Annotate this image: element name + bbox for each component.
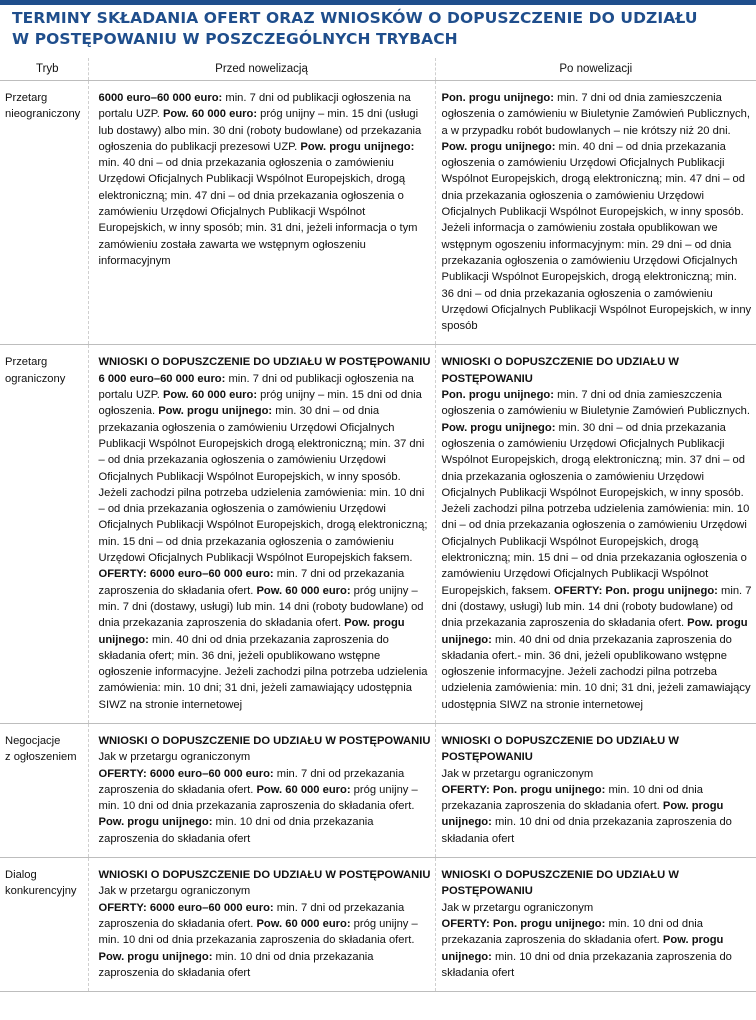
bold-label: Pow. 60 000 euro:	[256, 783, 351, 796]
cell-body	[442, 387, 753, 713]
cell-body	[442, 900, 753, 981]
tryb-line: Przetarg	[5, 356, 48, 369]
bold-label: Pow. 60 000 euro:	[162, 108, 258, 121]
po-cell	[435, 81, 756, 345]
tryb-cell	[0, 723, 88, 857]
text-segment: Jak w przetargu ograniczonym	[441, 767, 594, 780]
header-przed-nowelizacja: Przed nowelizacją	[88, 58, 435, 81]
text-segment: min. 7 dni od przekazania zaproszenia do składania ofert.	[98, 901, 405, 930]
bold-label: Pow. progu unijnego:	[441, 421, 556, 434]
bold-label: Pow. progu unijnego:	[441, 800, 724, 829]
header-po-nowelizacji: Po nowelizacji	[435, 58, 756, 81]
text-segment: próg unijny – min. 10 dni od dnia przekazania zaproszenia do składania ofert.	[98, 783, 418, 813]
bold-label: Pon. progu unijnego:	[441, 92, 554, 104]
deadlines-table	[0, 58, 756, 992]
cell-body	[99, 371, 431, 713]
text-segment: min. 40 dni – od dnia przekazania ogłoszenia o zamówieniu Urzędowi Oficjalnych Publikacji Wspólnot Europejskich, drogą elektroniczną; min. 47 dni – od dnia przekazania ogłoszenia o zamówieniu Urzędowi Oficjalnych Publikacji Wspólnot Europejskich, w inny sposób. Jeżeli informacja o zamówieniu została opublikowan we wstępnym ogoszeniu informacyjnym: min. 29 dni – od dnia przekazania ogłoszenia o zamówieniu Urzędowi Oficjalnych Publikacji Wspólnot Europejskich, drogą elektroniczną; min. 36 dni – od dnia przekazania ogłoszenia o zamówieniu Urzędowi Oficjalnych Publikacji Wspólnot Europejskich, w inny sposób	[441, 140, 752, 333]
bold-label: Pow. progu unijnego:	[158, 405, 273, 418]
tryb-cell	[0, 345, 88, 724]
title-line-2: W POSTĘPOWANIU W POSZCZEGÓLNYCH TRYBACH	[12, 30, 458, 48]
text-segment: min. 10 dni od dnia przekazania zaproszenia do składania ofert.	[441, 917, 704, 947]
text-segment: Jak w przetargu ograniczonym	[98, 751, 251, 764]
bold-label: OFERTY: 6000 euro–60 000 euro:	[98, 767, 274, 780]
text-segment: min. 10 dni od dnia przekazania zaproszenia do składania ofert.	[441, 783, 704, 813]
bold-label: Pow. 60 000 euro:	[256, 917, 351, 930]
bold-label: Pow. progu unijnego:	[441, 617, 748, 646]
title-line-1: TERMINY SKŁADANIA OFERT ORAZ WNIOSKÓW O DOPUSZCZENIE DO UDZIAŁU	[12, 9, 698, 27]
page-title	[0, 5, 756, 50]
text-segment: min. 7 dni od dnia zamieszczenia ogłoszenia o zamówieniu w Biuletynie Zamówień Publicznych.	[441, 389, 750, 418]
cell-body	[442, 766, 753, 847]
text-segment: min. 30 dni – od dnia przekazania ogłoszenia o zamówieniu Urzędowi Oficjalnych Publikacji Wspólnot Europejskich, drogą elektroniczną; min. 37 dni – od dnia przekazania ogłoszenia o zamówieniu Urzędowi Oficjalnych Publikacji Wspólnot Europejskich, w inny sposób. Jeżeli zachodzi pilna potrzeba udzielenia zamówienia: min. 10 dni – od dnia przekazania ogłoszenia o zamówieniu Urzędowi Oficjalnych Publikacji Wspólnot Europejskich, drogą elektroniczną; min. 15 dni – od dnia przekazania ogłoszenia o zamówieniu Urzędowi Oficjalnych Publikacji Wspólnot Europejskich, faksem.	[441, 421, 750, 597]
text-segment: min. 7 dni od dnia zamieszczenia ogłoszenia o zamówieniu w Biuletynie Zamówień Publicznych, a w przypadku robót budowlanych – nie krótszy niż 20 dni.	[441, 92, 750, 137]
section-heading: WNIOSKI O DOPUSZCZENIE DO UDZIAŁU W POSTĘPOWANIU	[98, 734, 431, 747]
text-segment: min. 10 dni od dnia przekazania zaproszenia do składania ofert	[441, 950, 732, 979]
tryb-cell	[0, 81, 88, 345]
table-row	[0, 858, 756, 992]
tryb-line: konkurencyjny	[5, 885, 77, 898]
text-segment: min. 30 dni – od dnia przekazania ogłoszenia o zamówieniu Urzędowi Oficjalnych Publikacji Wspólnot Europejskich drogą elektroniczną; min. 37 dni – od dnia przekazania ogłoszenia o zamówieniu Urzędowi Oficjalnych Publikacji Wspólnot Europejskich, w inny sposób. Jeżeli zachodzi pilna potrzeba udzielenia zamówienia: min. 10 dni – od dnia przekazania ogłoszenia o zamówieniu Urzędowi Oficjalnych Publikacji Wspólnot Europejskich, drogą elektroniczną; min. 15 dni – od dnia przekazania ogłoszenia o zamówieniu Urzędowi Oficjalnych Publikacji Wspólnot Europejskich faksem.	[98, 405, 428, 565]
text-segment: próg unijny – min. 7 dni (dostawy, usługi) lub min. 14 dni (roboty budowlane) od dnia przekazania zaproszenia do składania ofert.	[98, 584, 424, 630]
section-heading: WNIOSKI O DOPUSZCZENIE DO UDZIAŁU W POSTĘPOWANIU	[98, 356, 431, 369]
bold-label: 6 000 euro–60 000 euro:	[98, 372, 226, 385]
bold-label: OFERTY: Pon. progu unijnego:	[554, 584, 718, 597]
text-segment: min. 40 dni od dnia przekazania zaproszenia do składania ofert; min. 36 dni, jeżeli opublikowano wstępne ogłoszenie informacyjne. Jeżeli zachodzi pilna potrzeba udzielenia zamówienia: min. 10 dni; 31 dni, jeżeli zamawiający udostępnia SIWZ na stronie internetowej	[98, 633, 428, 711]
po-cell	[435, 723, 756, 857]
text-segment: min. 10 dni od dnia przekazania zaproszenia do składania ofert	[98, 950, 374, 979]
section-heading: WNIOSKI O DOPUSZCZENIE DO UDZIAŁU W POSTĘPOWANIU	[441, 869, 679, 898]
text-segment: min. 7 dni od publikacji ogłoszenia na portalu UZP.	[98, 92, 411, 121]
bold-label: OFERTY: 6000 euro–60 000 euro:	[98, 568, 274, 581]
tryb-line: nieograniczony	[5, 108, 81, 121]
section-heading: WNIOSKI O DOPUSZCZENIE DO UDZIAŁU W POSTĘPOWANIU	[441, 356, 679, 385]
text-segment: min. 7 dni (dostawy, usługi) lub min. 14 dni (roboty budowlane) od dnia przekazania zaproszenia do składania ofert.	[441, 584, 752, 630]
po-cell	[435, 345, 756, 724]
po-cell	[435, 858, 756, 992]
text-segment: min. 7 dni od przekazania zaproszenia do składania ofert.	[98, 568, 405, 597]
cell-body	[99, 883, 431, 981]
title-block	[0, 0, 756, 58]
przed-cell	[88, 345, 435, 724]
table-row	[0, 723, 756, 857]
bold-label: Pow. progu unijnego:	[98, 617, 405, 646]
table-row	[0, 81, 756, 345]
text-segment: min. 40 dni od dnia przekazania zaproszenia do składania ofert.- min. 36 dni, jeżeli opublikowano wstępne ogłoszenie informacyjne. Jeżeli zachodzi pilna potrzeba udzielenia zamówienia: min. 10 dni; 31 dni, jeżeli zamawiający udostępnia SIWZ na stronie internetowej	[441, 633, 751, 711]
text-segment: min. 40 dni – od dnia przekazania ogłoszenia o zamówieniu Urzędowi Oficjalnych Publikacji Wspólnot Europejskich, drogą elektroniczną; min. 47 dni – od dnia przekazania ogłoszenia o zamówieniu Urzędowi Oficjalnych Publikacji Wspólnot Europejskich, w inny sposób; min. 31 dni, jeżeli informacja o tym zamówieniu została zawarta we wstępnym ogłoszeniu informacyjnym	[98, 157, 418, 267]
bold-label: Pow. progu unijnego:	[300, 140, 415, 153]
text-segment: Jak w przetargu ograniczonym	[441, 901, 594, 914]
przed-cell	[88, 858, 435, 992]
bold-label: Pow. 60 000 euro:	[256, 584, 351, 597]
text-segment: próg unijny – min. 15 dni od dnia ogłoszenia.	[98, 389, 422, 418]
bold-label: Pow. progu unijnego:	[441, 934, 724, 963]
bold-label: OFERTY: 6000 euro–60 000 euro:	[98, 901, 274, 914]
text-segment: min. 7 dni od przekazania zaproszenia do składania ofert.	[98, 767, 405, 796]
tryb-line: Przetarg	[5, 92, 48, 104]
bold-label: Pon. progu unijnego:	[441, 389, 554, 402]
tryb-line: Negocjacje	[5, 734, 61, 747]
przed-cell	[88, 723, 435, 857]
bold-label: Pow. 60 000 euro:	[162, 389, 258, 402]
cell-body	[99, 749, 431, 847]
header-tryb: Tryb	[0, 58, 88, 81]
bold-label: Pow. progu unijnego:	[98, 816, 213, 829]
table-header-row	[0, 58, 756, 81]
section-heading: WNIOSKI O DOPUSZCZENIE DO UDZIAŁU W POSTĘPOWANIU	[98, 869, 431, 882]
tryb-cell	[0, 858, 88, 992]
bold-label: Pow. progu unijnego:	[98, 950, 213, 963]
table-row	[0, 345, 756, 724]
tryb-line: Dialog	[5, 869, 37, 882]
text-segment: min. 10 dni od dnia przekazania zaproszenia do składania ofert	[441, 816, 732, 845]
bold-label: OFERTY: Pon. progu unijnego:	[441, 783, 606, 796]
text-segment: Jak w przetargu ograniczonym	[98, 885, 251, 898]
text-segment: próg unijny – min. 10 dni od dnia przekazania zaproszenia do składania ofert.	[98, 917, 418, 947]
text-segment: próg unijny – min. 15 dni (usługi lub dostawy) albo min. 30 dni (roboty budowlane) od przekazania ogłoszenia do publikacji prezesowi UZP.	[98, 108, 422, 153]
przed-cell	[88, 81, 435, 345]
text-segment: min. 7 dni od publikacji ogłoszenia na portalu UZP.	[98, 372, 414, 402]
bold-label: Pow. progu unijnego:	[441, 140, 556, 153]
text-segment: min. 10 dni od dnia przekazania zaproszenia do składania ofert	[98, 816, 374, 845]
bold-label: 6000 euro–60 000 euro:	[98, 92, 223, 104]
section-heading: WNIOSKI O DOPUSZCZENIE DO UDZIAŁU W POSTĘPOWANIU	[441, 734, 679, 764]
tryb-line: ograniczony	[5, 372, 66, 385]
tryb-line: z ogłoszeniem	[5, 751, 77, 764]
bold-label: OFERTY: Pon. progu unijnego:	[441, 917, 606, 930]
